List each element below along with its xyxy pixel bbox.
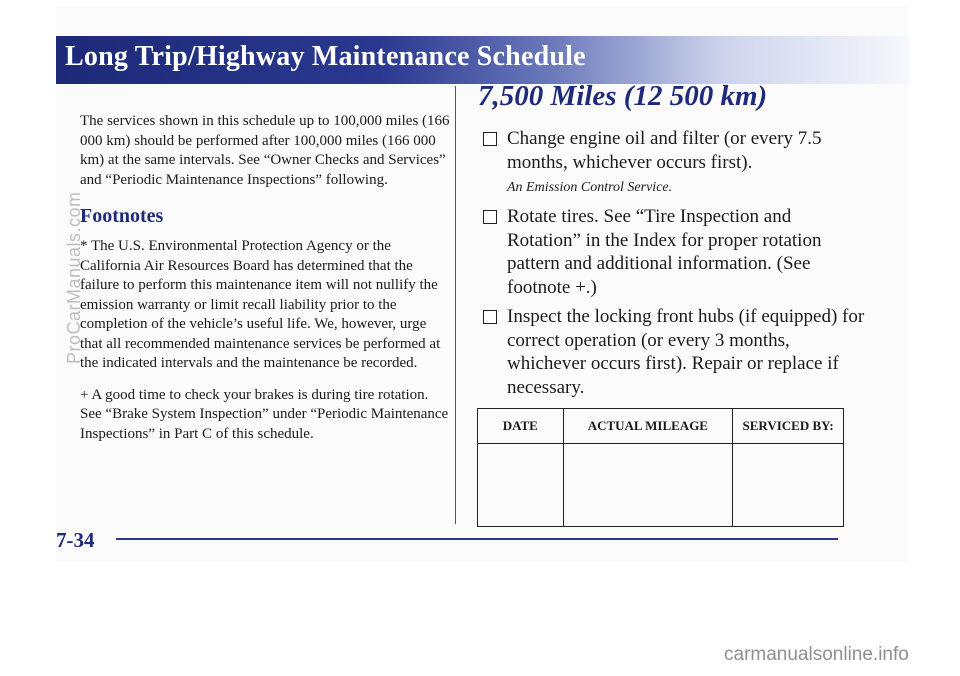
- column-divider: [455, 86, 456, 524]
- service-item-text: Rotate tires. See “Tire Inspection and Rotation” in the Index for proper rotation pattern and additional information. (See footnote +.): [507, 206, 822, 298]
- footer-rule: [116, 538, 838, 540]
- column-header-serviced-by: SERVICED BY:: [733, 409, 844, 444]
- side-watermark: ProCarManuals.com: [64, 191, 84, 364]
- serviced-by-cell[interactable]: [733, 444, 844, 527]
- footnotes-heading: Footnotes: [80, 205, 164, 227]
- service-item-text: Change engine oil and filter (or every 7.5 months, whichever occurs first).: [507, 128, 822, 173]
- intro-paragraph: The services shown in this schedule up to 100,000 miles (166 000 km) should be performed after 100,000 miles (166 000 km) at the same intervals. See “Owner Checks and Services” and “Periodic Maintenance Inspections” following.: [80, 113, 450, 188]
- left-column: [80, 112, 452, 456]
- service-item-text: Inspect the locking front hubs (if equipped) for correct operation (or every 3 months, whichever occurs first). Repair or replace if necessary.: [507, 306, 865, 398]
- mileage-cell[interactable]: [563, 444, 733, 527]
- footnote-plus: + A good time to check your brakes is during tire rotation. See “Brake System Inspection” under “Periodic Maintenance Inspections” in Part C of this schedule.: [80, 386, 449, 442]
- table-header-row: [478, 409, 844, 444]
- right-column: [478, 80, 868, 405]
- site-watermark: carmanualsonline.info: [724, 644, 909, 665]
- table-row: [478, 444, 844, 527]
- emission-control-note: An Emission Control Service.: [507, 180, 673, 195]
- service-item-oil-change: [478, 127, 868, 174]
- date-cell[interactable]: [478, 444, 564, 527]
- checkbox-icon[interactable]: [483, 132, 497, 146]
- interval-heading: 7,500 Miles (12 500 km): [478, 80, 768, 112]
- page-number: 7-34: [56, 528, 95, 552]
- service-item-inspect-hubs: [478, 305, 868, 399]
- column-header-date: DATE: [478, 409, 564, 444]
- column-header-actual-mileage: ACTUAL MILEAGE: [563, 409, 733, 444]
- checkbox-icon[interactable]: [483, 310, 497, 324]
- checkbox-icon[interactable]: [483, 210, 497, 224]
- footnote-asterisk: * The U.S. Environmental Protection Agency or the California Air Resources Board has determined that the failure to perform this maintenance item will not nullify the emission warranty or limit recall liability prior to the completion of the vehicle’s useful life. We, however, urge that all recommended maintenance services be performed at the indicated intervals and the maintenance be recorded.: [80, 238, 441, 371]
- service-item-rotate-tires: [478, 205, 868, 299]
- page-title: Long Trip/Highway Maintenance Schedule: [65, 41, 586, 72]
- service-record-table: [477, 408, 844, 527]
